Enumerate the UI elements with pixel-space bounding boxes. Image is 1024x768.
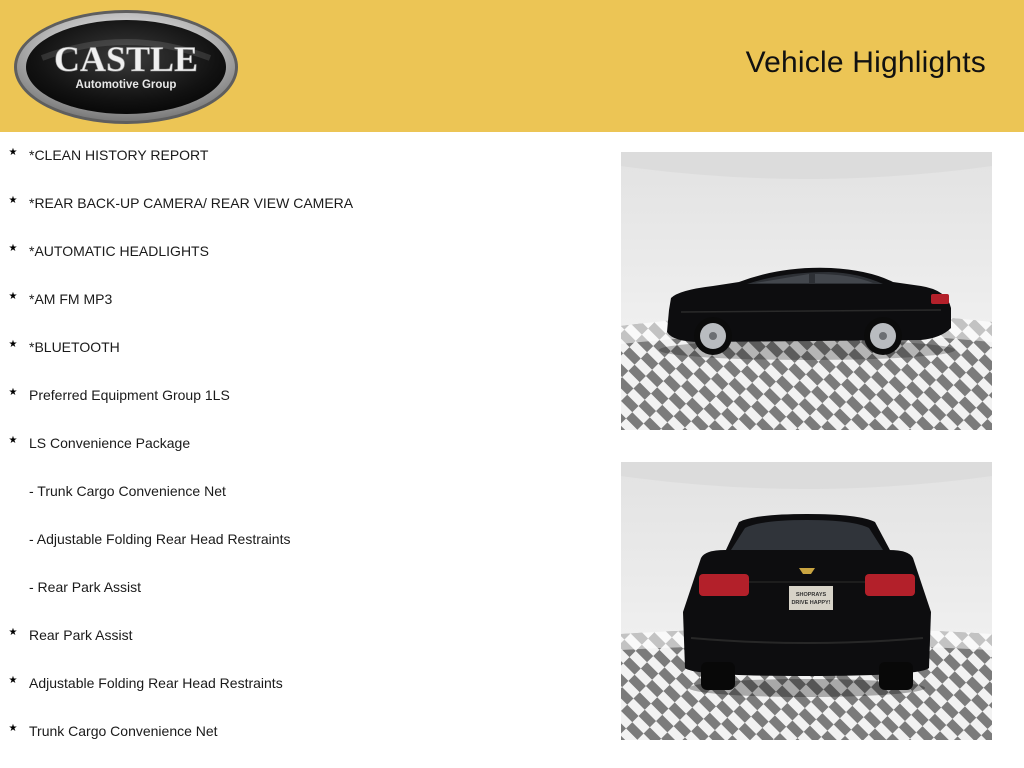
- star-bullet-icon: ★: [8, 243, 18, 254]
- feature-text: Rear Park Assist: [29, 627, 133, 643]
- star-bullet-icon: ★: [8, 387, 18, 398]
- page-title: Vehicle Highlights: [745, 46, 986, 79]
- feature-text: LS Convenience Package: [29, 435, 191, 451]
- feature-item: [0, 515, 590, 563]
- vehicle-photo-side[interactable]: [621, 152, 992, 430]
- star-bullet-icon: ★: [8, 291, 18, 302]
- feature-item: [0, 419, 590, 467]
- star-bullet-icon: ★: [8, 147, 18, 158]
- feature-item: [0, 611, 590, 659]
- header-banner: [0, 0, 1024, 132]
- feature-item: [0, 323, 590, 371]
- feature-text: *REAR BACK-UP CAMERA/ REAR VIEW CAMERA: [29, 195, 354, 211]
- star-bullet-icon: ★: [8, 435, 18, 446]
- feature-item: [0, 659, 590, 707]
- logo-brand-text: CASTLE: [53, 39, 199, 79]
- feature-item: [0, 707, 590, 755]
- feature-item: [0, 179, 590, 227]
- logo-tagline-text: Automotive Group: [75, 79, 177, 91]
- star-bullet-icon: ★: [8, 195, 18, 206]
- plate-line2-text: DRIVE HAPPY!: [791, 600, 831, 606]
- feature-text: Adjustable Folding Rear Head Restraints: [29, 675, 283, 691]
- vehicle-photo-rear[interactable]: [621, 462, 992, 740]
- side-view-car-image: [621, 152, 992, 430]
- feature-item: [0, 131, 590, 179]
- feature-text: *AM FM MP3: [29, 291, 113, 307]
- feature-item: [0, 467, 590, 515]
- feature-item: [0, 275, 590, 323]
- feature-item: [0, 371, 590, 419]
- feature-text: Preferred Equipment Group 1LS: [29, 387, 230, 403]
- rear-view-car-image: [621, 462, 992, 740]
- feature-list: [0, 131, 590, 755]
- feature-text: Trunk Cargo Convenience Net: [29, 723, 218, 739]
- castle-logo[interactable]: [12, 8, 240, 126]
- plate-line1-text: SHOPRAYS: [795, 592, 827, 598]
- feature-text: - Adjustable Folding Rear Head Restraints: [29, 531, 291, 547]
- star-bullet-icon: ★: [8, 723, 18, 734]
- star-bullet-icon: ★: [8, 675, 18, 686]
- feature-text: - Trunk Cargo Convenience Net: [29, 483, 226, 499]
- feature-item: [0, 227, 590, 275]
- feature-item: [0, 563, 590, 611]
- feature-text: *CLEAN HISTORY REPORT: [29, 147, 209, 163]
- castle-logo-badge: [12, 8, 240, 126]
- feature-text: *BLUETOOTH: [29, 339, 120, 355]
- star-bullet-icon: ★: [8, 339, 18, 350]
- feature-text: *AUTOMATIC HEADLIGHTS: [29, 243, 209, 259]
- star-bullet-icon: ★: [8, 627, 18, 638]
- feature-text: - Rear Park Assist: [29, 579, 142, 595]
